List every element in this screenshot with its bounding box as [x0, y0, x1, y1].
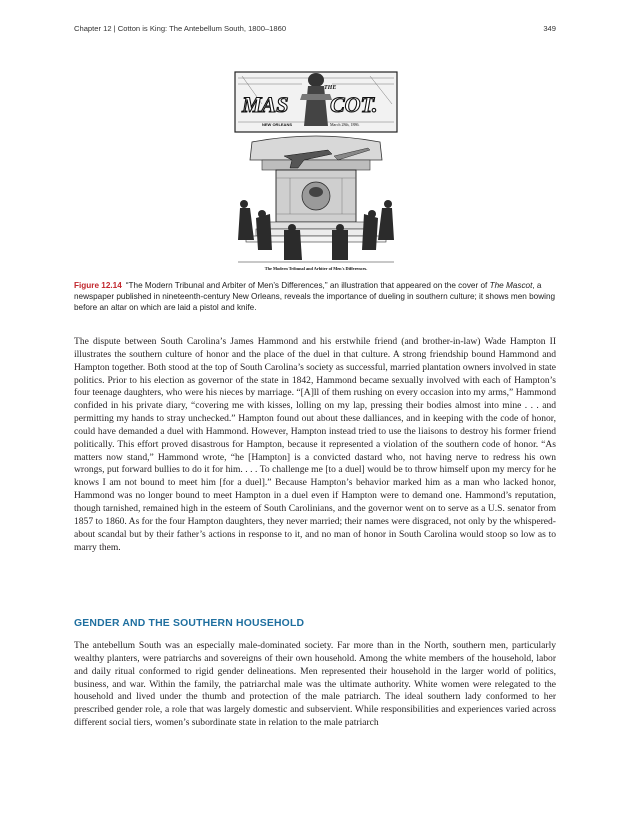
masthead-date: March 28th, 1886. [330, 122, 360, 127]
page-number: 349 [543, 24, 556, 33]
masthead-city: NEW ORLEANS [262, 122, 292, 127]
section-heading: GENDER AND THE SOUTHERN HOUSEHOLD [74, 618, 305, 629]
caption-italic: The Mascot [489, 281, 533, 290]
mascot-engraving [232, 64, 400, 276]
running-header [74, 24, 556, 36]
paragraph-gender: The antebellum South was an especially male-dominated society. Far more than in the North, southern men, particularly wealthy planters, were patriarchs and sovereigns of their own household. Among the white members of the household, labor and daily ritual conformed to rigid gender delineations. Men represented their household in the larger world of politics, business, and war. Within the family, the patriarchal male was the ultimate authority. White women were relegated to the household and lived under the thumb and protection of the male patriarch. The ideal southern lady conformed to her prescribed gender role, a role that was largely domestic and subservient. While responsibilities and experiences varied across different social tiers, women’s subordinate state in relation to the male patriarch [74, 640, 556, 729]
figure-caption [74, 280, 556, 314]
mascot-figure [304, 86, 328, 126]
chapter-title: Chapter 12 | Cotton is King: The Antebellum South, 1800–1860 [74, 24, 287, 33]
masthead-mas: MAS [242, 92, 289, 117]
mascot-head [308, 73, 324, 87]
paragraph-hammond-hampton: The dispute between South Carolina’s James Hammond and his erstwhile friend (and brother-in-law) Wade Hampton II illustrates the southern culture of honor and the place of the duel in that culture. A strong friendship bound Hammond and Hampton together. Both stood at the top of South Carolina’s society as successful, married plantation owners involved in state politics. Prior to his election as governor of the state in 1842, Hammond became sexually involved with each of Hampton’s four teenage daughters, who were his nieces by marriage. “[A]ll of them rushing on every occasion into my arms,” Hammond confided in his private diary, “covering me with kisses, lolling on my lap, pressing their bodies almost into mine . . . and permitting my hands to stray unchecked.” Hampton found out about these dalliances, and in keeping with the code of honor, could have demanded a duel with Hammond. However, Hampton instead tried to use the liaisons to destroy his former friend politically. This effort proved disastrous for Hampton, because it represented a violation of the southern code of honor. “As matters now stand,” Hammond wrote, “he [Hampton] is a convicted dastard who, not having nerve to redress his own wrongs, put forward bullies to do it for him. . . . To challenge me [to a duel] would be to throw himself upon my mercy for he knows I am not bound to meet him [for a duel].” Because Hampton’s behavior marked him as a man who lacked honor, Hammond was no longer bound to meet Hampton in a duel even if Hampton were to demand one. Hammond’s reputation, though tarnished, remained high in the esteem of South Carolinians, and the governor went on to serve as a U.S. senator from 1857 to 1860. As for the four Hampton daughters, they never married; their names were disgraced, not only by the whispered-about scandal but by their father’s actions in response to it, and no man of honor in South Carolina would stoop so low as to marry them. [74, 336, 556, 553]
illustration-caption: The Modern Tribunal and Arbiter of Men's Differences. [264, 266, 368, 271]
mascot-illustration [232, 64, 400, 276]
masthead-cot: COT. [330, 92, 378, 117]
caption-text-1: “The Modern Tribunal and Arbiter of Men’s Differences,” an illustration that appeared on the cover of [125, 281, 490, 290]
masthead-the: THE [324, 85, 337, 91]
figure-label: Figure 12.14 [74, 281, 122, 290]
caption-text-2: , a newspaper published in nineteenth-century New Orleans, reveals the importance of dueling in southern culture; it shows men bowing before an altar on which are laid a pistol and knife. [74, 281, 556, 313]
